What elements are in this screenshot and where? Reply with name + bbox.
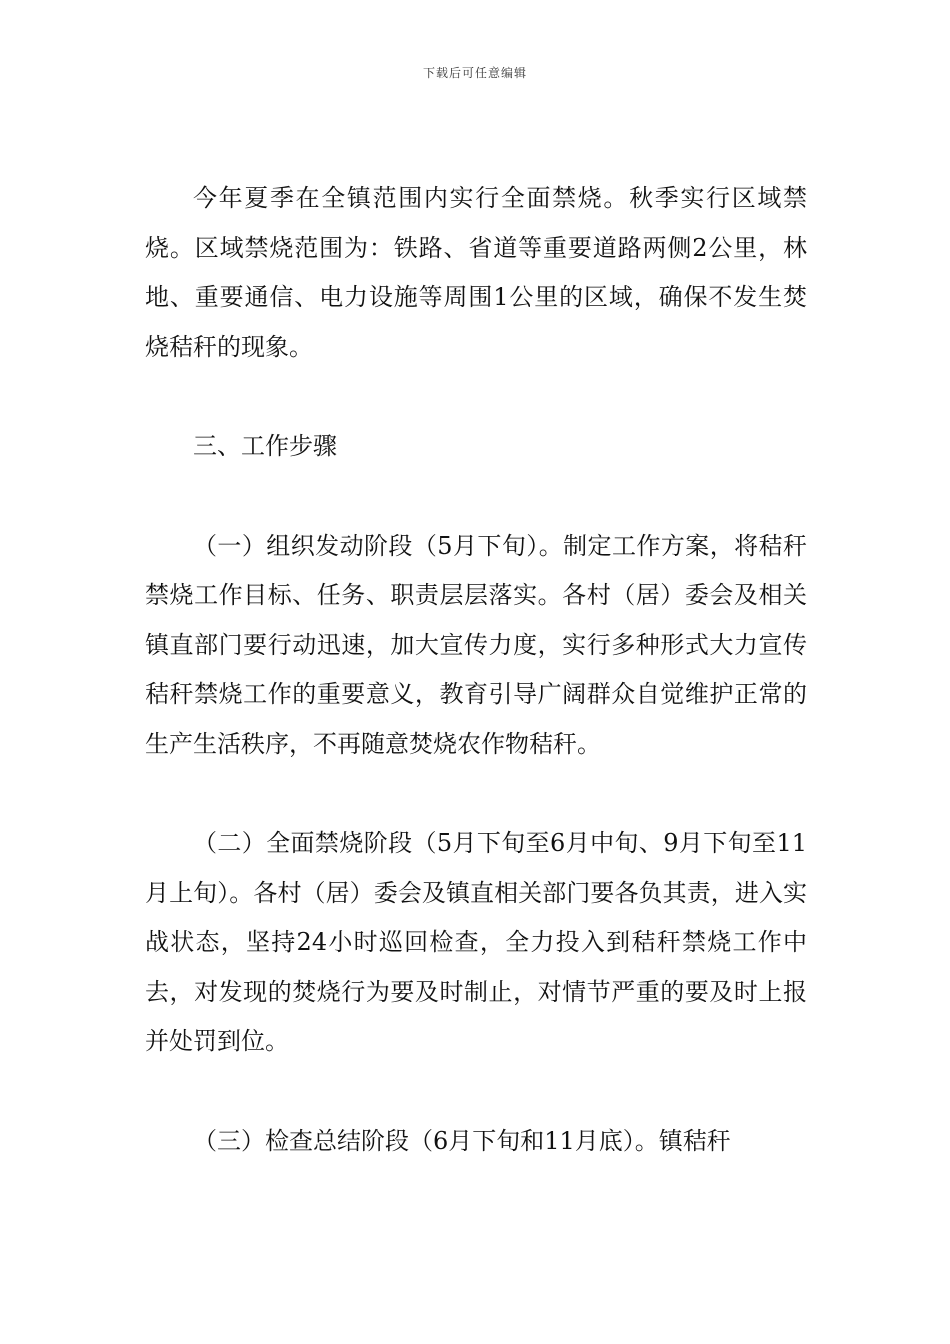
page-header: 下载后可任意编辑 <box>422 66 527 80</box>
paragraph-burn-ban-scope: 今年夏季在全镇范围内实行全面禁烧。秋季实行区域禁烧。区域禁烧范围为：铁路、省道等重要道路两侧2公里，林地、重要通信、电力设施等周围1公里的区域，确保不发生焚烧秸秆的现象。 <box>145 184 807 361</box>
paragraph-step-mobilization: （一）组织发动阶段（5月下旬）。制定工作方案，将秸秆禁烧工作目标、任务、职责层层落实。各村（居）委会及相关镇直部门要行动迅速，加大宣传力度，实行多种形式大力宣传秸秆禁烧工作的重要意义，教育引导广阔群众自觉维护正常的生产生活秩序，不再随意焚烧农作物秸秆。 <box>145 531 807 758</box>
paragraph-step-full-ban: （二）全面禁烧阶段（5月下旬至6月中旬、9月下旬至11月上旬）。各村（居）委会及镇直相关部门要各负其责，进入实战状态，坚持24小时巡回检查，全力投入到秸秆禁烧工作中去，对发现的焚烧行为要及时制止，对情节严重的要及时上报并处罚到位。 <box>145 829 807 1055</box>
document-body <box>145 174 807 1166</box>
section-heading-work-steps: 三、工作步骤 <box>193 432 337 460</box>
paragraph-step-inspection: （三）检查总结阶段（6月下旬和11月底）。镇秸秆 <box>193 1126 731 1155</box>
